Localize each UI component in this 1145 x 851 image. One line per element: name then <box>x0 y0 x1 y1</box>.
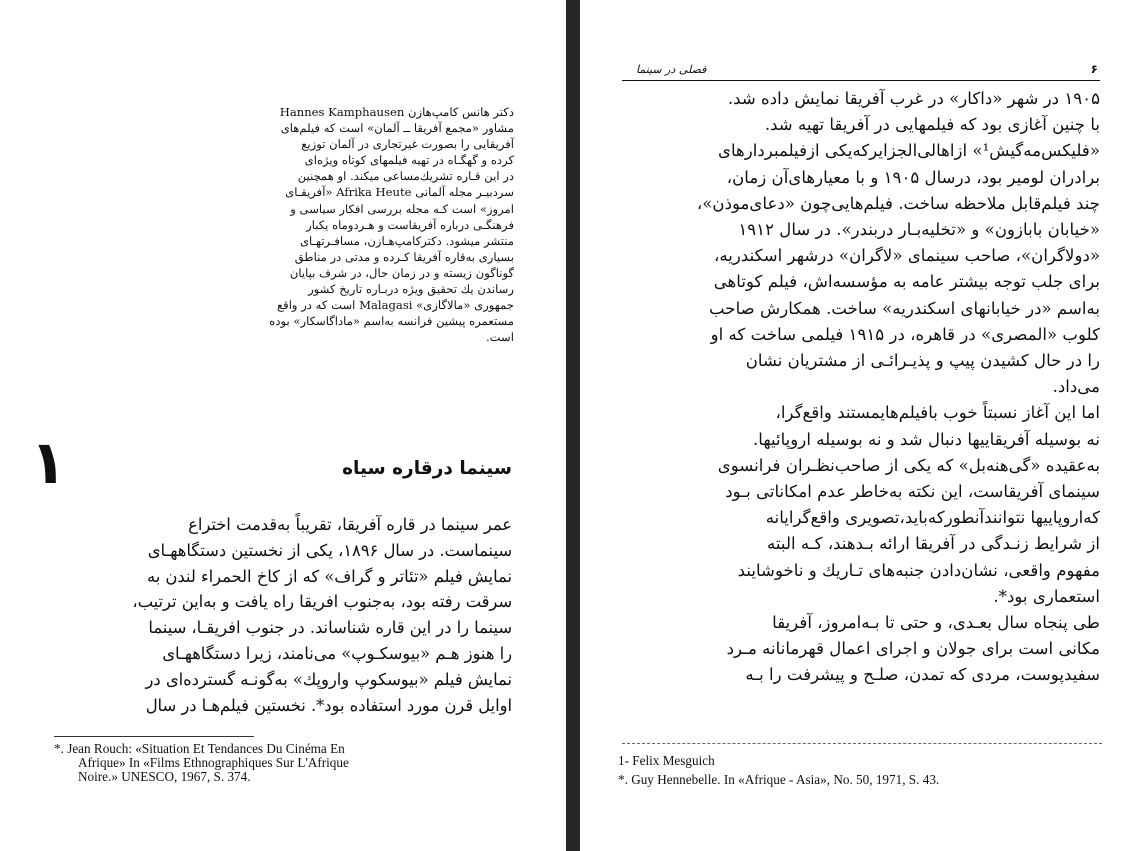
footnote-divider <box>54 736 254 737</box>
text-line: «دولاگران»، صاحب سینمای «لاگران» درشهر اسکندریه، <box>713 246 1100 266</box>
text-line: سفیدپوست، مردی که تمدن، صلـح و پیشرفت را بـه <box>745 665 1100 685</box>
text-line: مفهوم واقعی، نشان‌دادن جنبه‌های تـاریك و ناخوشایند <box>737 560 1100 580</box>
chapter-title: سینما درقاره سیاه <box>342 458 512 479</box>
right-footnote <box>618 751 1098 789</box>
text-line: چند فیلم‌قابل ملاحظه ساخت. فیلم‌هایی‌چون «دعای‌موذن»، <box>696 193 1100 213</box>
text-line: را در حال کشیدن پیپ و پذیـرائـی از مشتریان نشان <box>745 351 1100 371</box>
text-line: «فلیکس‌مه‌گیش¹» ازاهالی‌الجزایرکه‌یکی ازفیلمبردارهای <box>718 141 1100 161</box>
text-line: نمایش فیلم «بیوسکوپ واروپك» به‌گونـه گسترده‌ای در <box>145 669 512 689</box>
text-line: ۱۹۰۵ در شهر «داکار» در غرب آفریقا نمایش داده شد. <box>727 89 1100 108</box>
chapter-number: ۱ <box>30 428 67 498</box>
footnote-line: Noire.» UNESCO, 1967, S. 374. <box>78 769 251 785</box>
text-line: عمر سینما در قاره آفریقا، تقریباً به‌قدمت اختراع <box>188 515 512 534</box>
footnote-line: *. Jean Rouch: «Situation Et Tendances Du Cinéma En <box>54 741 345 756</box>
text-line: مکانی است برای جولان و اجرای اعمال قهرمانانه مـرد <box>726 639 1100 659</box>
text-line: را هنوز هـم «بیوسکـوپ» می‌نامند، زیرا دستگاههـای <box>162 643 512 663</box>
text-line: برادران لومیر بود، درسال ۱۹۰۵ و با معیارهای‌آن زمان، <box>726 167 1100 187</box>
text-line: می‌داد. <box>1052 377 1100 397</box>
text-line: اوایل قرن مورد استفاده بود*. نخستین فیلم‌هـا در سال <box>145 695 512 715</box>
text-line: برای جلب توجه بیشتر عامه به مؤسسه‌اش، فیلم کوتاهی <box>713 272 1100 292</box>
left-page <box>0 0 566 851</box>
text-line: طی پنجاه سال بعـدی، و حتی تا بـه‌امروز، آفریقا <box>772 613 1100 633</box>
text-line: کلوب «المصری» در قاهره، در ۱۹۱۵ فیلمی ساخت که او <box>710 324 1100 344</box>
text-line: که‌اروپاییها نتوانندآنطورکه‌باید،تصویری واقع‌گرایانه <box>765 508 1100 528</box>
text-line: نمایش فیلم «تئاتر و گراف» که از کاخ الحمراء لندن به <box>146 566 512 586</box>
left-footnote <box>54 742 512 785</box>
text-line: استعماری بود*. <box>993 586 1100 606</box>
bio-line: کرده و گهگـاه در تهیه فیلمهای کوتاه ویژه‌ای <box>304 153 514 168</box>
footnote-divider <box>622 743 1102 744</box>
text-line: سینمای آفریقاست، این نکته به‌خاطر عدم امکاناتی بـود <box>725 482 1100 502</box>
page-number: ۶ <box>1090 62 1098 76</box>
bio-line: مشاور «مجمع آفریقا ــ آلمان» است که فیلم‌های <box>280 121 514 136</box>
bio-line: رساندن یك تحقیق ویژه دربـاره تاریخ کشور <box>308 282 514 297</box>
bio-line: فرهنگـی درباره آفریقاست و هـردوماه یکبار <box>306 217 514 232</box>
bio-line: دکتر هانس کامپ‌هازن Hannes Kamphausen <box>279 105 514 119</box>
bio-line: گوناگون زیسته و در زمان حال، در شرف بپایان <box>289 265 514 280</box>
text-line: از شرایط زنـدگی در آفریقا ارائه بـدهند، کـه البته <box>767 534 1100 554</box>
bio-line: مستعمره پیشین فرانسه به‌اسم «ماداگاسکار» بوده <box>269 314 514 329</box>
bio-line: آفریقایی را بصورت غیرتجاری در آلمان توزیع <box>301 137 514 152</box>
text-line: با چنین آغازی بود که فیلمهایی در آفریقا تهیه شد. <box>764 115 1100 135</box>
bio-line: سردبیـر مجله آلمانی Afrika Heute «آفریقـای <box>285 185 514 200</box>
text-line: سرقت رفته بود، به‌جنوب افریقا راه یافت و به‌این ترتیب، <box>132 592 512 612</box>
text-line: سینما را در این قاره شناساند. در جنوب افریقـا، سینما <box>148 618 512 638</box>
text-line: به‌اسم «در خیابانهای اسکندریه» ساخت. همکارش صاحب <box>709 298 1100 318</box>
bio-line: منتشر میشود. دکترکامپ‌هـازن، مسافـرتهـای <box>299 233 514 248</box>
text-line: نه بوسیله آفریقاییها دنبال شد و نه بوسیله اروپائیها. <box>753 429 1100 449</box>
bio-line: است. <box>485 330 514 345</box>
bio-line: جمهوری «مالاگازی» Malagasi است که در واقع <box>276 298 514 313</box>
bio-line: بسیاری به‌قاره آفریقا کـرده و مدتی در مناطق <box>294 249 514 264</box>
text-line: به‌عقیده «گی‌هنه‌بل» که یکی از صاحب‌نظـران فرانسوی <box>717 455 1100 475</box>
bio-line: در این قـاره تشریك‌مساعی میکند. او همچنین <box>297 169 514 184</box>
text-line: «خیابان بابازون» و «تخلیه‌بـار دربندر». در سال ۱۹۱۲ <box>738 220 1100 240</box>
text-line: اما این آغاز نسبتاً خوب بافیلم‌هایمستند واقع‌گرا، <box>775 403 1100 423</box>
running-title: فصلی در سینما <box>636 63 707 76</box>
right-body-text <box>628 86 1100 689</box>
book-gutter <box>566 0 580 851</box>
bio-line: امروز» است کـه مجله بررسی افکار سیاسی و <box>290 201 514 216</box>
left-body-text <box>54 512 512 718</box>
author-bio <box>196 104 514 345</box>
footnote-line: 1- Felix Mesguich <box>618 753 715 768</box>
footnote-line: Afrique» In «Films Ethnographiques Sur L'Afrique <box>78 755 349 771</box>
running-header <box>622 62 1100 81</box>
text-line: سینماست. در سال ۱۸۹۶، یکی از نخستین دستگاههـای <box>147 540 512 560</box>
footnote-line: *. Guy Hennebelle. In «Afrique - Asia», No. 50, 1971, S. 43. <box>618 772 940 787</box>
